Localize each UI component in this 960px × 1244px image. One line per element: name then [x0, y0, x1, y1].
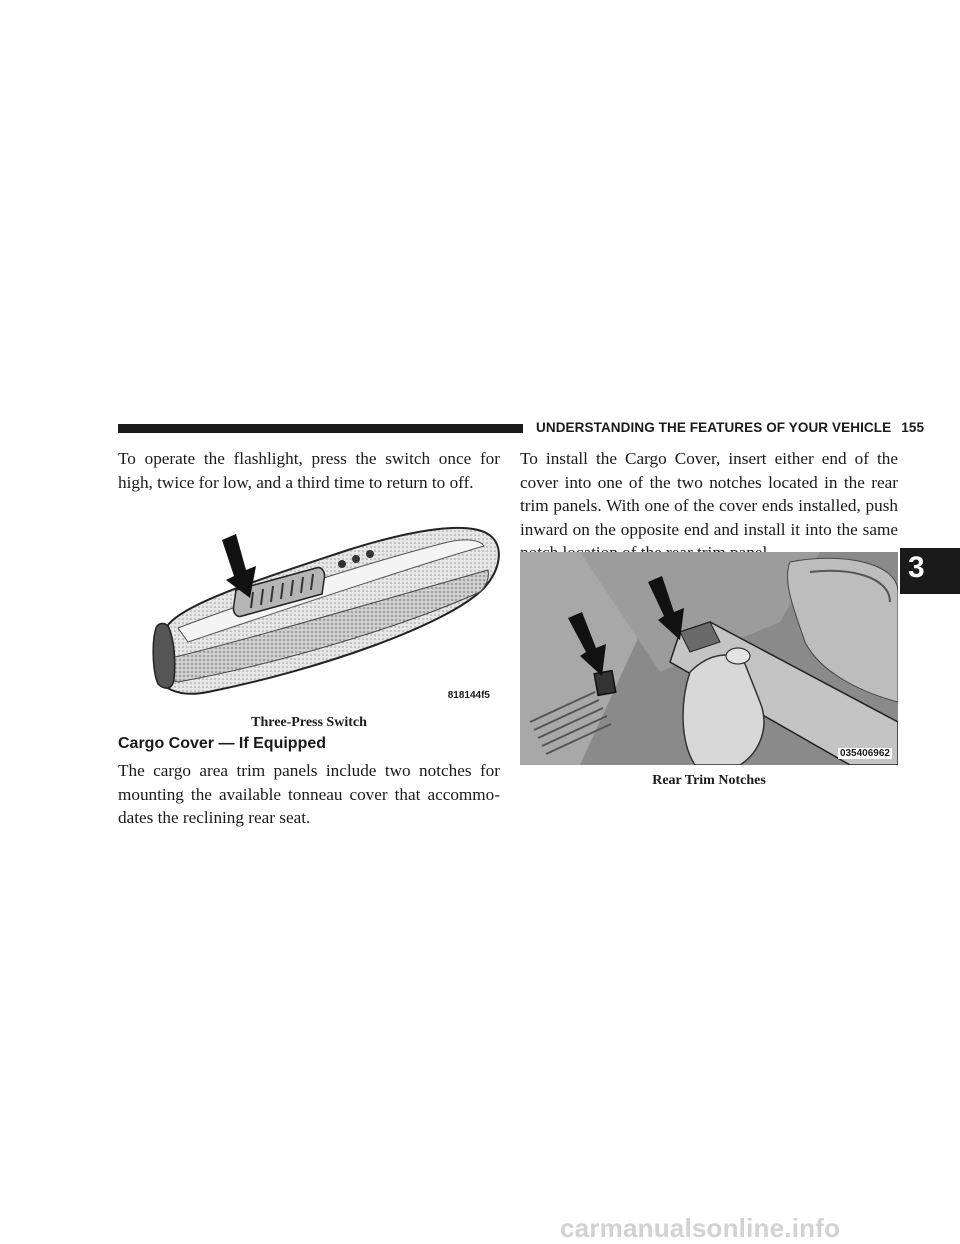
install-paragraph: To install the Cargo Cover, insert either end of the cover into one of the two notches located in the rear trim panels. With one of the cover ends installed, push inward on the opposite end and install it into the same: [520, 449, 898, 539]
flashlight-illustration: [118, 510, 500, 710]
chapter-tab: [900, 548, 960, 594]
page-number: 155: [901, 420, 925, 435]
cargo-cover-heading: Cargo Cover — If Equipped: [118, 735, 327, 752]
flashlight-paragraph: To operate the flashlight, press the switch once for high, twice for low, and a third time to return to off.: [118, 449, 500, 492]
chapter-number: 3: [908, 551, 925, 584]
section-title: UNDERSTANDING THE FEATURES OF YOUR VEHICLE: [536, 420, 892, 435]
figure-code: 818144f5: [447, 690, 490, 701]
figure1-caption: Three-Press Switch: [251, 715, 367, 730]
watermark: carmanualsonline.info: [560, 1213, 841, 1243]
arrow-icon: [222, 534, 256, 598]
figure2-caption: Rear Trim Notches: [652, 773, 766, 788]
three-press-switch-figure: [118, 510, 500, 710]
rear-trim-illustration: [520, 552, 898, 765]
rear-trim-notches-figure: [520, 552, 898, 765]
header-rule: [118, 424, 523, 433]
figure-code: 035406962: [839, 748, 890, 759]
running-header: [536, 420, 924, 435]
cargo-cover-paragraph: The cargo area trim panels include two notches for mounting the available tonneau cover that accommo-dates the reclining rear seat.: [118, 761, 500, 827]
